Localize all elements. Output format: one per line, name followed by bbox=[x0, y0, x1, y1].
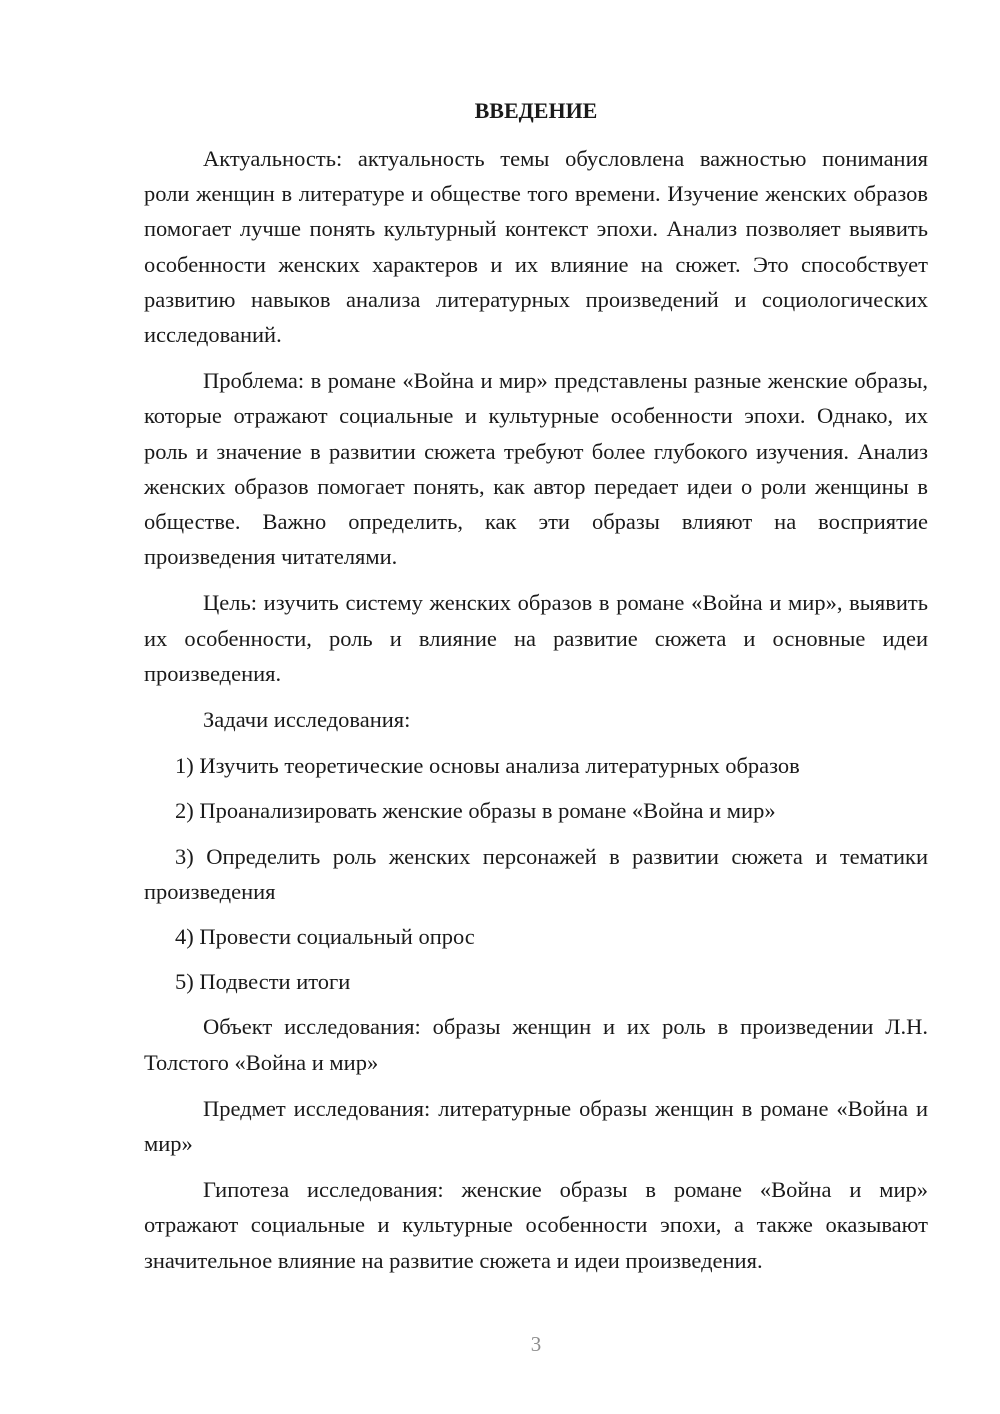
paragraph-subject: Предмет исследования: литературные образы женщин в романе «Война и мир» bbox=[144, 1095, 928, 1157]
paragraph-object: Объект исследования: образы женщин и их роль в произведении Л.Н. Толстого «Война и мир» bbox=[144, 1014, 928, 1075]
tasks-label: Задачи исследования: bbox=[203, 707, 411, 733]
page-number: 3 bbox=[530, 1332, 542, 1356]
task-item-4: 4) Провести социальный опрос bbox=[175, 924, 475, 950]
document-page bbox=[144, 95, 928, 1289]
task-item-2: 2) Проанализировать женские образы в романе «Война и мир» bbox=[175, 798, 776, 824]
paragraph-problem: Проблема: в романе «Война и мир» представлены разные женские образы, которые отражают социальные и культурные особенности эпохи. Однако, их роль и значение в развитии сюжета требуют более глубокого изучения. Анализ женских образов помогает понять, как автор передает идеи о роли женщины в обществе. Важно определить, как эти образы влияют на восприятие произведения читателями. bbox=[144, 368, 928, 570]
tasks-list bbox=[144, 748, 928, 999]
paragraph-relevance: Актуальность: актуальность темы обусловлена важностью понимания роли женщин в литературе и обществе того времени. Изучение женских образов помогает лучше понять культурный контекст эпохи. Анализ позволяет выявить особенности женских характеров и их влияние на сюжет. Это способствует развитию навыков анализа литературных произведений и социологических исследований. bbox=[144, 146, 928, 348]
task-item-5: 5) Подвести итоги bbox=[175, 969, 351, 995]
paragraph-hypothesis: Гипотеза исследования: женские образы в романе «Война и мир» отражают социальные и культурные особенности эпохи, а также оказывают значительное влияние на развитие сюжета и идеи произведения. bbox=[144, 1177, 928, 1273]
section-heading: ВВЕДЕНИЕ bbox=[474, 98, 598, 123]
task-item-1: 1) Изучить теоретические основы анализа литературных образов bbox=[175, 753, 800, 779]
task-item-3: 3) Определить роль женских персонажей в развитии сюжета и тематики произведения bbox=[144, 843, 928, 904]
paragraph-goal: Цель: изучить систему женских образов в романе «Война и мир», выявить их особенности, роль и влияние на развитие сюжета и основные идеи произведения. bbox=[144, 590, 928, 686]
